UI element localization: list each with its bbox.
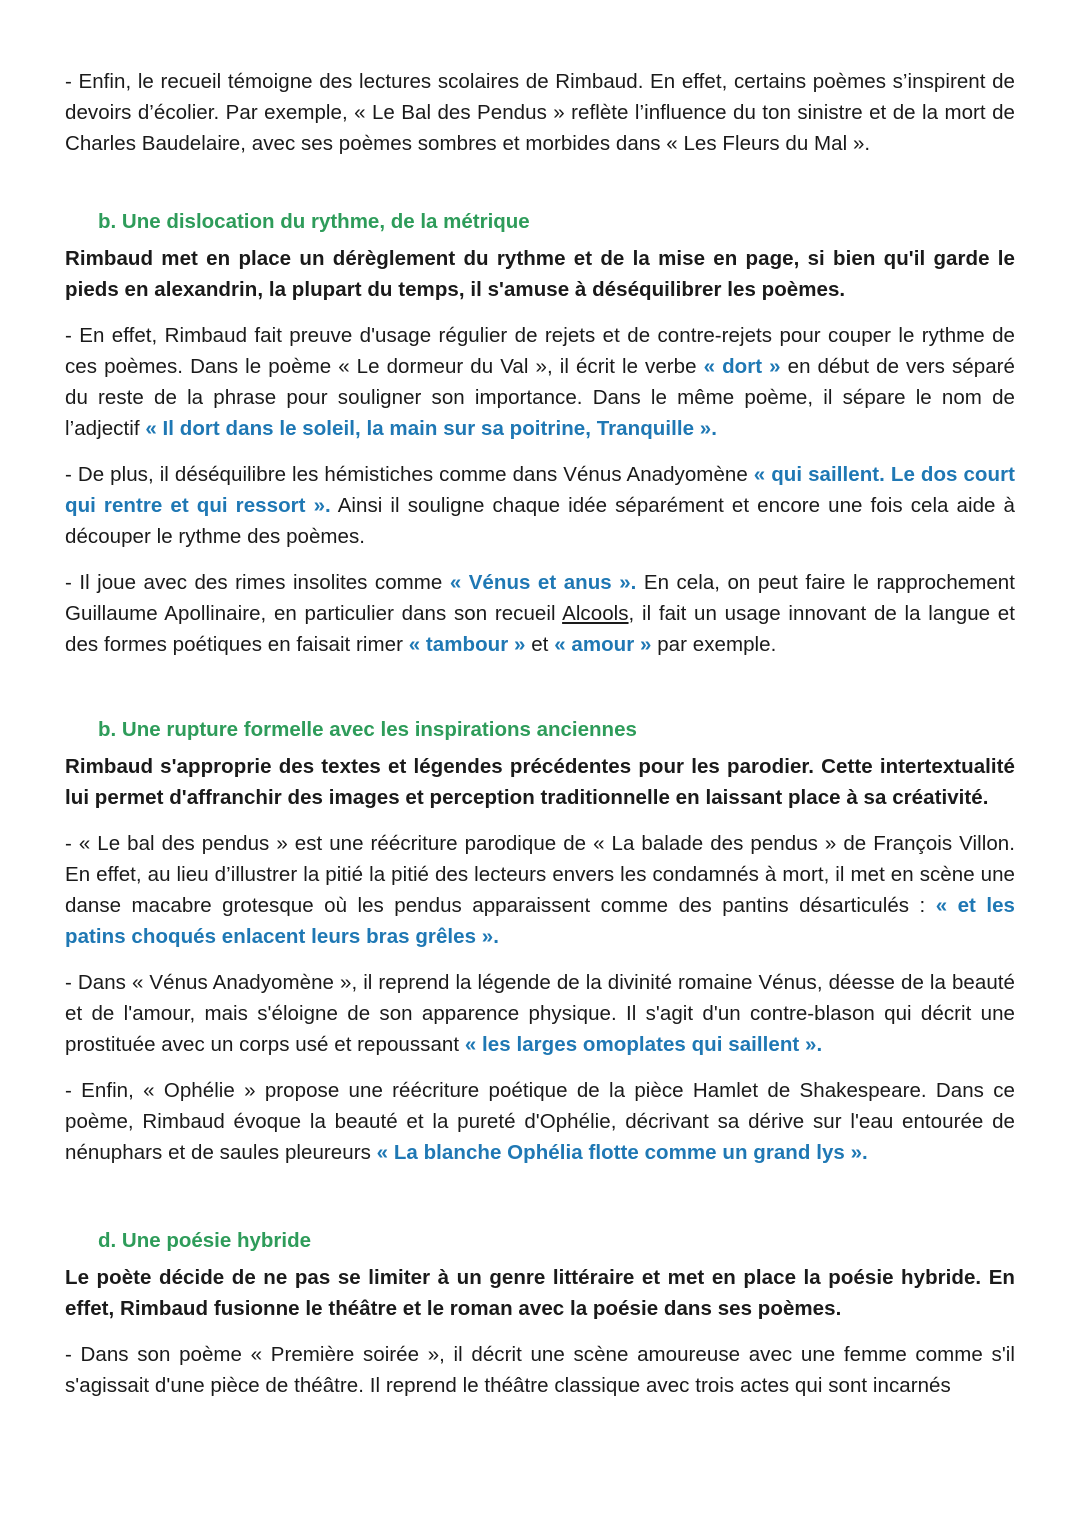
document-page bbox=[65, 66, 1015, 1401]
quote-tranquille: « Il dort dans le soleil, la main sur sa poitrine, Tranquille ». bbox=[145, 417, 717, 440]
paragraph-ophelie: - Enfin, « Ophélie » propose une réécriture poétique de la pièce Hamlet de Shakespeare. Dans ce poème, Rimbaud évoque la beauté et la pureté d'Ophélie, décrivant sa dérive sur l'eau entourée de nénuphars et de saules pleureurs « La blanche Ophélia flotte comme un grand lys ». bbox=[65, 1079, 1015, 1164]
quote-amour: « amour » bbox=[554, 633, 652, 656]
quote-venus-anus: « Vénus et anus ». bbox=[449, 571, 637, 594]
paragraph-bal-pendus: - « Le bal des pendus » est une réécriture parodique de « La balade des pendus » de François Villon. En effet, au lieu d’illustrer la pitié la pitié des lecteurs envers les condamnés à mort, il met en scène une danse macabre grotesque où les pendus apparaissent comme des pantins désarticulés : « et les patins choqués enlacent leurs bras grêles ». bbox=[65, 832, 1015, 948]
quote-omoplates: « les larges omoplates qui saillent ». bbox=[464, 1033, 823, 1056]
paragraph-premiere-soiree: - Dans son poème « Première soirée », il décrit une scène amoureuse avec une femme comme s'il s'agissait d'une pièce de théâtre. Il reprend le théâtre classique avec trois actes qui sont incarnés bbox=[65, 1343, 1015, 1397]
paragraph-rimes: - Il joue avec des rimes insolites comme « Vénus et anus ». En cela, on peut faire le rapprochement Guillaume Apollinaire, en particulier dans son recueil Alcools, il fait un usage innovant de la langue et des formes poétiques en faisait rimer « tambour » et « amour » par exemple. bbox=[65, 571, 1015, 656]
section-heading-hybride: d. Une poésie hybride bbox=[98, 1229, 312, 1252]
section-intro-rupture: Rimbaud s'approprie des textes et légendes précédentes pour les parodier. Cette intertextualité lui permet d'affranchir des images et perception traditionnelle en laissant place à sa créativité. bbox=[65, 755, 1015, 809]
quote-patins: « et les patins choqués enlacent leurs bras grêles ». bbox=[65, 894, 1015, 948]
paragraph-venus: - Dans « Vénus Anadyomène », il reprend la légende de la divinité romaine Vénus, déesse de la beauté et de l'amour, mais s'éloigne de son apparence physique. Il s'agit d'un contre-blason qui décrit une prostituée avec un corps usé et repoussant « les larges omoplates qui saillent ». bbox=[65, 971, 1015, 1056]
paragraph-scolaires: - Enfin, le recueil témoigne des lectures scolaires de Rimbaud. En effet, certains poèmes s’inspirent de devoirs d’écolier. Par exemple, « Le Bal des Pendus » reflète l’influence du ton sinistre et de la mort de Charles Baudelaire, avec ses poèmes sombres et morbides dans « Les Fleurs du Mal ». bbox=[65, 70, 1015, 155]
section-heading-rythme: b. Une dislocation du rythme, de la métrique bbox=[98, 210, 530, 233]
paragraph-rejets: - En effet, Rimbaud fait preuve d'usage régulier de rejets et de contre-rejets pour couper le rythme de ces poèmes. Dans le poème « Le dormeur du Val », il écrit le verbe « dort » en début de vers séparé du reste de la phrase pour souligner son importance. Dans le même poème, il sépare le nom de l’adjectif « Il dort dans le soleil, la main sur sa poitrine, Tranquille ». bbox=[65, 324, 1015, 440]
quote-tambour: « tambour » bbox=[408, 633, 526, 656]
section-intro-hybride: Le poète décide de ne pas se limiter à un genre littéraire et met en place la poésie hybride. En effet, Rimbaud fusionne le théâtre et le roman avec la poésie dans ses poèmes. bbox=[65, 1266, 1015, 1320]
book-title-alcools: Alcools bbox=[562, 602, 629, 625]
quote-dos-court: « qui saillent. Le dos court qui rentre et qui ressort ». bbox=[65, 463, 1015, 517]
section-heading-rupture: b. Une rupture formelle avec les inspirations anciennes bbox=[98, 718, 637, 741]
section-intro-rythme: Rimbaud met en place un dérèglement du rythme et de la mise en page, si bien qu'il garde le pieds en alexandrin, la plupart du temps, il s'amuse à déséquilibrer les poèmes. bbox=[65, 247, 1015, 301]
quote-ophelia: « La blanche Ophélia flotte comme un grand lys ». bbox=[376, 1141, 868, 1164]
paragraph-hemistiches: - De plus, il déséquilibre les hémistiches comme dans Vénus Anadyomène « qui saillent. Le dos court qui rentre et qui ressort ». Ainsi il souligne chaque idée séparément et encore une fois cela aide à découper le rythme des poèmes. bbox=[65, 463, 1016, 548]
quote-dort: « dort » bbox=[703, 355, 781, 378]
